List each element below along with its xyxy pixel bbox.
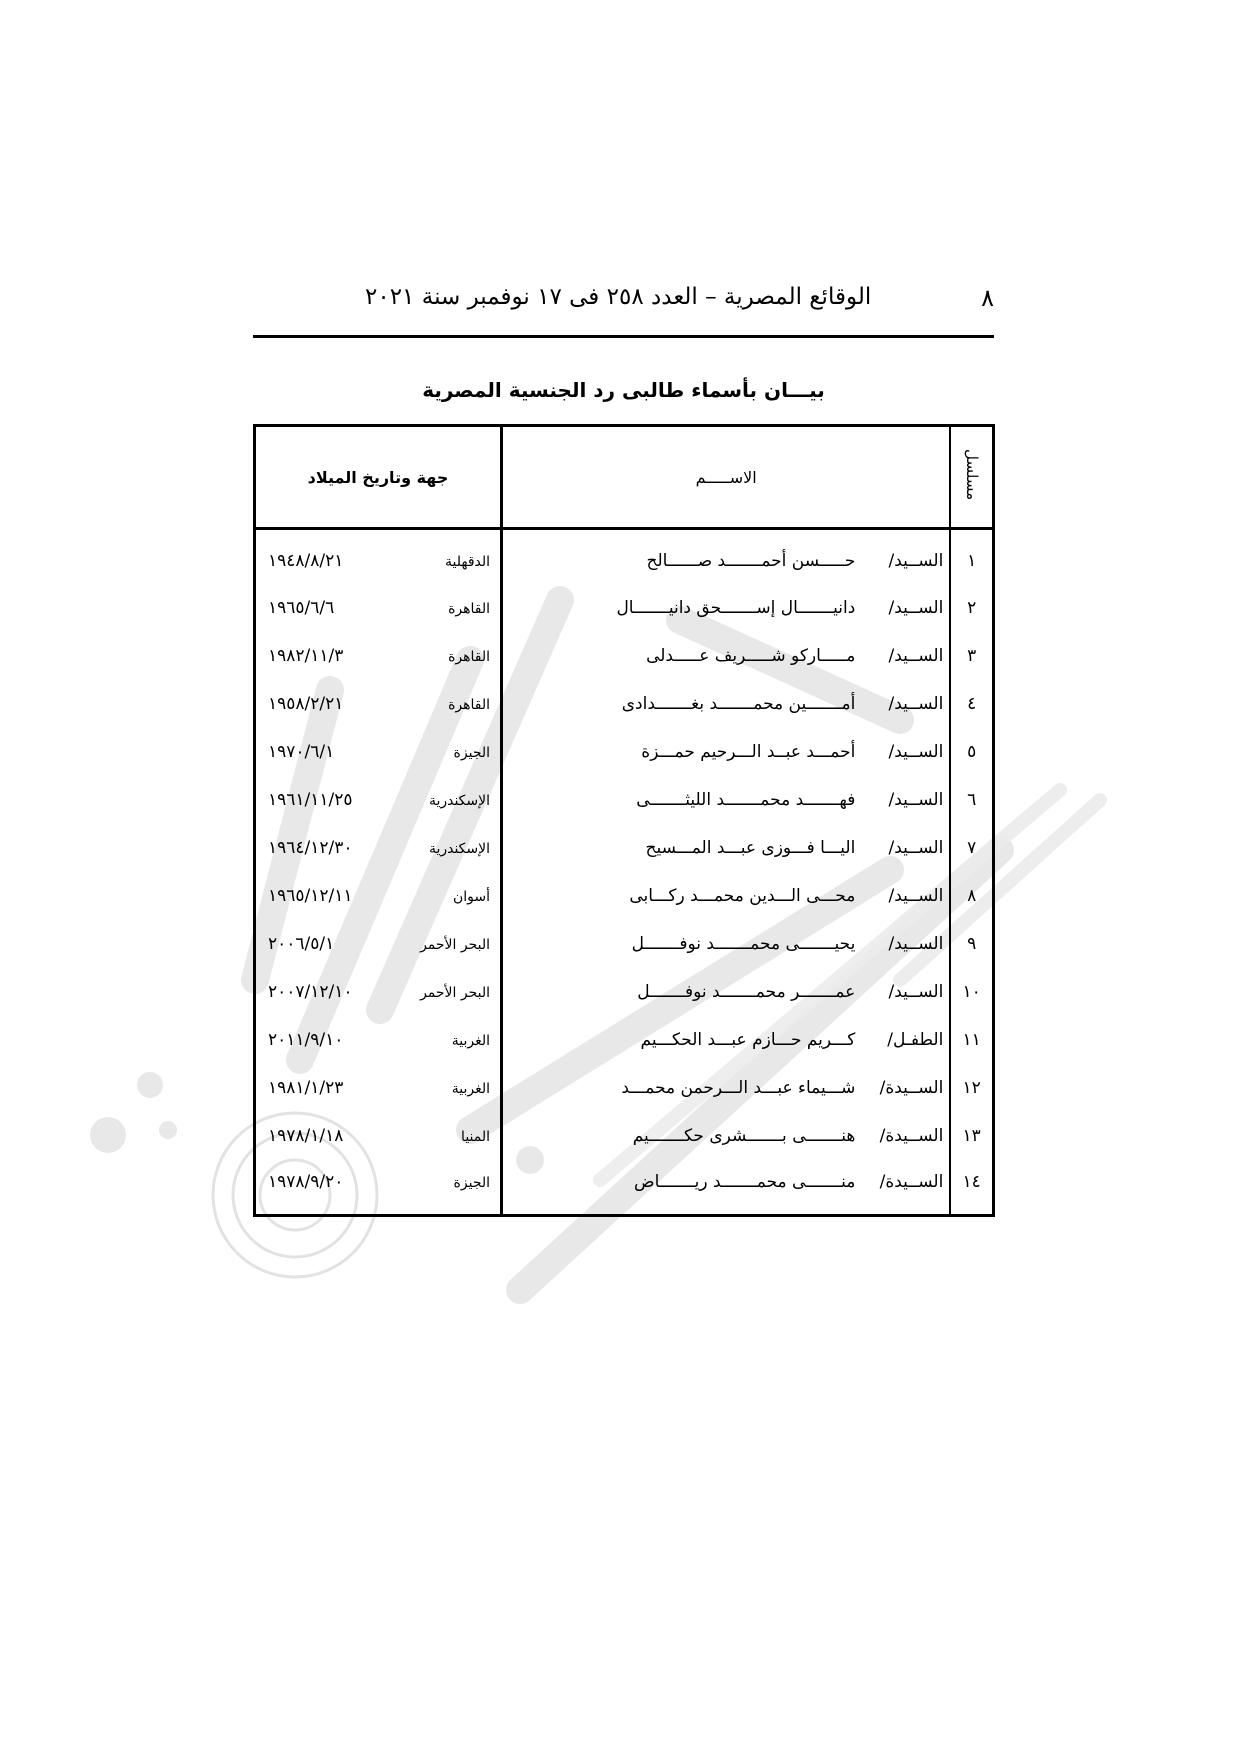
birth-place: الغربية	[451, 1081, 491, 1097]
honorific: الســيدة/	[879, 1078, 944, 1098]
person-name: شـــيماء عبـــد الـــرحمن محمـــد	[621, 1078, 856, 1098]
person-name: منـــــــى محمـــــــد ريـــــــاض	[634, 1172, 856, 1192]
page-number: ٨	[981, 284, 994, 312]
table-row	[255, 920, 994, 968]
page-header	[253, 282, 994, 320]
birth-date: ١٩٧٨/١/١٨	[268, 1126, 344, 1146]
honorific: الســيد/	[888, 551, 944, 571]
serial-cell: ٣	[950, 632, 993, 680]
birth-cell	[255, 824, 502, 872]
name-cell	[502, 680, 951, 728]
birth-place: الجيزة	[453, 1175, 491, 1191]
birth-place: الإسكندرية	[428, 841, 491, 857]
name-cell	[502, 728, 951, 776]
name-cell	[502, 1112, 951, 1160]
birth-cell	[255, 968, 502, 1016]
person-name: محـــى الـــدين محمـــد ركـــابى	[629, 886, 856, 906]
table-row	[255, 968, 994, 1016]
birth-cell	[255, 632, 502, 680]
birth-date: ١٩٦٤/١٢/٣٠	[268, 838, 353, 858]
honorific: الســيدة/	[879, 1172, 944, 1192]
birth-place: الإسكندرية	[428, 793, 491, 809]
person-name: فهـــــــد محمـــــــد الليثـــــــى	[636, 790, 856, 810]
birth-place: الدقهلية	[445, 554, 491, 570]
birth-cell	[255, 920, 502, 968]
serial-cell: ٦	[950, 776, 993, 824]
birth-cell	[255, 1160, 502, 1216]
honorific: الســيد/	[888, 838, 944, 858]
serial-cell: ٤	[950, 680, 993, 728]
birth-date: ٢٠٠٦/٥/١	[268, 934, 335, 954]
table-row	[255, 1112, 994, 1160]
birth-date: ١٩٦٥/١٢/١١	[268, 886, 353, 906]
birth-cell	[255, 529, 502, 585]
table-row	[255, 824, 994, 872]
birth-place: البحر الأحمر	[420, 985, 491, 1001]
birth-date: ١٩٨٢/١١/٣	[268, 646, 344, 666]
name-cell	[502, 824, 951, 872]
table-row	[255, 1160, 994, 1216]
person-name: يحيـــــــى محمـــــــد نوفـــــــل	[631, 934, 856, 954]
honorific: الســيدة/	[879, 1126, 944, 1146]
birth-date: ١٩٧٨/٩/٢٠	[268, 1172, 344, 1192]
honorific: الســيد/	[888, 598, 944, 618]
birth-cell	[255, 872, 502, 920]
table-row	[255, 1016, 994, 1064]
birth-cell	[255, 1112, 502, 1160]
birth-date: ٢٠٠٧/١٢/١٠	[268, 982, 353, 1002]
name-cell	[502, 872, 951, 920]
honorific: الســيد/	[888, 694, 944, 714]
birth-place: الغربية	[451, 1033, 491, 1049]
table-row	[255, 584, 994, 632]
birth-cell	[255, 1016, 502, 1064]
serial-column-header: مسلسل	[950, 426, 993, 529]
serial-cell: ٨	[950, 872, 993, 920]
serial-cell: ١٢	[950, 1064, 993, 1112]
document-title: بيـــان بأسماء طالبى رد الجنسية المصرية	[422, 378, 825, 402]
birth-cell	[255, 1064, 502, 1112]
serial-cell: ٥	[950, 728, 993, 776]
serial-cell: ٢	[950, 584, 993, 632]
gazette-issue-line: الوقائع المصرية – العدد ٢٥٨ فى ١٧ نوفمبر سنة ٢٠٢١	[365, 284, 872, 310]
person-name: دانيـــــــال إســـــــحق دانيـــــــال	[616, 598, 856, 618]
serial-cell: ١٤	[950, 1160, 993, 1216]
table-row	[255, 680, 994, 728]
table-header-row	[255, 426, 994, 529]
name-cell	[502, 1160, 951, 1216]
honorific: الســيد/	[888, 934, 944, 954]
table-row	[255, 529, 994, 585]
person-name: أمـــــــين محمـــــــد بغـــــــدادى	[621, 694, 856, 714]
person-name: أحمـــد عبــد الـــرحيم حمـــزة	[641, 742, 856, 762]
dot-mark	[90, 1117, 126, 1153]
table-row	[255, 872, 994, 920]
honorific: الســيد/	[888, 790, 944, 810]
dot-mark	[137, 1072, 163, 1098]
birth-date: ٢٠١١/٩/١٠	[268, 1030, 344, 1050]
honorific: الســيد/	[888, 886, 944, 906]
serial-cell: ٧	[950, 824, 993, 872]
serial-cell: ١	[950, 529, 993, 585]
name-cell	[502, 1064, 951, 1112]
name-cell	[502, 920, 951, 968]
serial-cell: ١٠	[950, 968, 993, 1016]
table-body	[255, 529, 994, 1216]
birth-column-header: جهة وتاريخ الميلاد	[255, 426, 502, 529]
birth-date: ١٩٦١/١١/٢٥	[268, 790, 353, 810]
table-row	[255, 776, 994, 824]
birth-place: القاهرة	[448, 697, 491, 713]
name-cell	[502, 584, 951, 632]
birth-cell	[255, 680, 502, 728]
honorific: الطفـل/	[887, 1030, 944, 1050]
name-column-header: الاســـــم	[502, 426, 951, 529]
table-row	[255, 1064, 994, 1112]
serial-cell: ٩	[950, 920, 993, 968]
birth-cell	[255, 776, 502, 824]
birth-date: ١٩٤٨/٨/٢١	[268, 551, 344, 571]
name-cell	[502, 632, 951, 680]
dot-mark	[159, 1121, 177, 1139]
table-row	[255, 728, 994, 776]
name-cell	[502, 968, 951, 1016]
honorific: الســيد/	[888, 646, 944, 666]
birth-place: البحر الأحمر	[420, 937, 491, 953]
birth-place: القاهرة	[448, 601, 491, 617]
applicants-table	[253, 424, 995, 1217]
birth-place: القاهرة	[448, 649, 491, 665]
birth-cell	[255, 584, 502, 632]
person-name: حـــــسن أحمـــــــد صــــــالح	[646, 551, 856, 571]
person-name: هنـــــــى بـــــــشرى حكـــــــيم	[632, 1126, 856, 1146]
birth-date: ١٩٥٨/٢/٢١	[268, 694, 344, 714]
birth-place: المنيا	[461, 1129, 491, 1145]
honorific: الســيد/	[888, 982, 944, 1002]
name-cell	[502, 529, 951, 585]
name-cell	[502, 776, 951, 824]
person-name: عمـــــــر محمـــــــد نوفـــــــل	[637, 982, 856, 1002]
table-row	[255, 632, 994, 680]
birth-place: الجيزة	[453, 745, 491, 761]
birth-cell	[255, 728, 502, 776]
person-name: كـــريم حـــازم عبـــد الحكـــيم	[640, 1030, 856, 1050]
serial-cell: ١١	[950, 1016, 993, 1064]
header-divider	[253, 335, 994, 338]
person-name: مـــــاركو شـــــريف عـــــدلى	[646, 646, 856, 666]
birth-date: ١٩٦٥/٦/٦	[268, 598, 335, 618]
honorific: الســيد/	[888, 742, 944, 762]
birth-date: ١٩٧٠/٦/١	[268, 742, 335, 762]
person-name: اليـــا فـــوزى عبـــد المـــسيح	[645, 838, 856, 858]
serial-cell: ١٣	[950, 1112, 993, 1160]
birth-place: أسوان	[452, 889, 491, 905]
birth-date: ١٩٨١/١/٢٣	[268, 1078, 344, 1098]
name-cell	[502, 1016, 951, 1064]
